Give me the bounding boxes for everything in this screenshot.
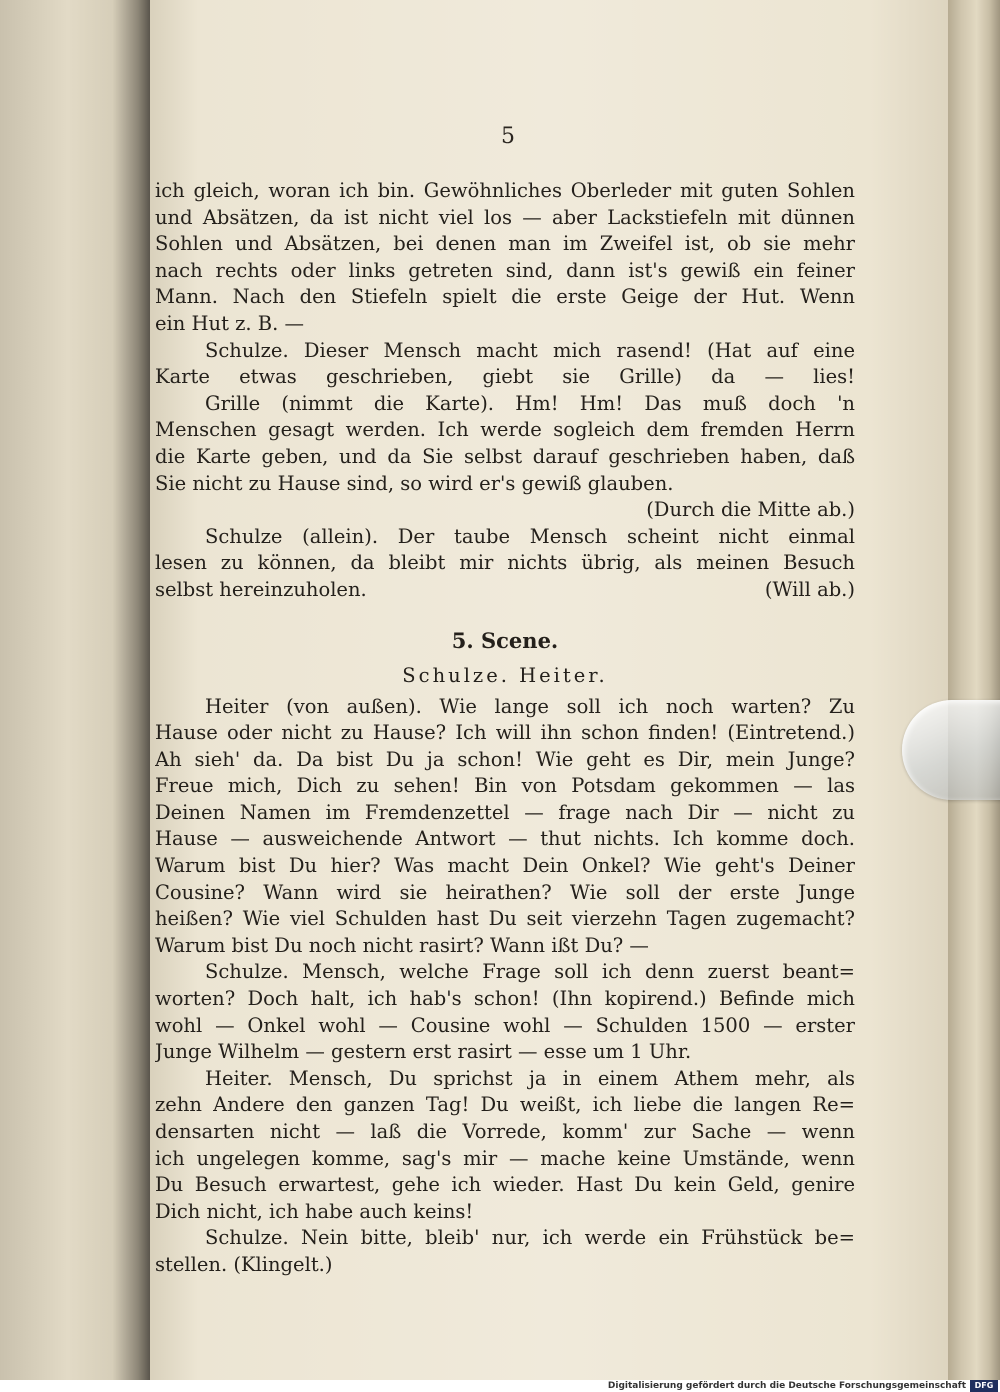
text-line: Junge Wilhelm — gestern erst rasirt — esse um 1 Uhr. <box>155 1040 692 1064</box>
text-line: ein Hut z. B. — <box>155 311 305 335</box>
text-line: wohl — Onkel wohl — Cousine wohl — Schulden 1500 — erster <box>155 1013 855 1037</box>
scene-cast: Schulze. Heiter. <box>402 663 608 687</box>
stage-direction: (Will ab.) <box>764 577 855 601</box>
footer-bar <box>0 1380 1000 1392</box>
text-line: Heiter. Mensch, Du sprichst ja in einem Athem mehr, als <box>205 1066 855 1090</box>
text-line: ich ungelegen komme, sag's mir — mache keine Umstände, wenn <box>155 1146 855 1170</box>
book-fore-edge <box>948 0 1000 1380</box>
text-line: die Karte geben, und da Sie selbst darauf geschrieben haben, daß <box>155 444 855 468</box>
text-line <box>155 577 855 604</box>
text-line: Grille (nimmt die Karte). Hm! Hm! Das muß doch 'n <box>205 391 855 415</box>
digitization-credit: Digitalisierung gefördert durch die Deutsche Forschungsgemeinschaft <box>607 1381 966 1391</box>
text-line: Karte etwas geschrieben, giebt sie Grille) da — lies! <box>155 365 855 389</box>
dfg-logo: DFG <box>970 1380 998 1392</box>
text-line: worten? Doch halt, ich hab's schon! (Ihn kopirend.) Befinde mich <box>155 987 855 1011</box>
text-line: Schulze. Mensch, welche Frage soll ich denn zuerst beant= <box>205 960 855 984</box>
text-line: Hause oder nicht zu Hause? Ich will ihn schon finden! (Eintretend.) <box>155 721 855 745</box>
body-text <box>155 178 855 1279</box>
text-line: Cousine? Wann wird sie heirathen? Wie soll der erste Junge <box>155 880 855 904</box>
text-line: ich gleich, woran ich bin. Gewöhnliches Oberleder mit guten Sohlen <box>155 179 855 202</box>
text-line: Schulze. Nein bitte, bleib' nur, ich werde ein Frühstück be= <box>205 1226 855 1250</box>
glass-clip <box>902 700 1000 800</box>
text-line: Deinen Namen im Fremdenzettel — frage nach Dir — nicht zu <box>155 800 855 824</box>
text-line: densarten nicht — laß die Vorrede, komm' zur Sache — wenn <box>155 1120 855 1143</box>
text-line: Mann. Nach den Stiefeln spielt die erste Geige der Hut. Wenn <box>155 285 855 309</box>
stage-direction: (Durch die Mitte ab.) <box>646 498 855 522</box>
text-line: Ah sieh' da. Da bist Du ja schon! Wie geht es Dir, mein Junge? <box>155 747 855 771</box>
text-line: Freue mich, Dich zu sehen! Bin von Potsdam gekommen — las <box>155 774 855 798</box>
text-line: und Absätzen, da ist nicht viel los — aber Lackstiefeln mit dünnen <box>155 205 855 229</box>
text-line: Warum bist Du hier? Was macht Dein Onkel? Wie geht's Deiner <box>155 854 855 878</box>
text-line: Dich nicht, ich habe auch keins! <box>155 1199 474 1223</box>
text-line: Schulze (allein). Der taube Mensch scheint nicht einmal <box>205 524 855 548</box>
text-line: nach rechts oder links getreten sind, dann ist's gewiß ein feiner <box>155 258 855 282</box>
text-line-start: selbst hereinzuholen. <box>155 577 367 601</box>
text-line: heißen? Wie viel Schulden hast Du seit vierzehn Tagen zugemacht? <box>155 907 855 931</box>
text-line: Sie nicht zu Hause sind, so wird er's gewiß glauben. <box>155 471 674 495</box>
text-line: Heiter (von außen). Wie lange soll ich noch warten? Zu <box>205 694 855 718</box>
text-line: zehn Andere den ganzen Tag! Du weißt, ich liebe die langen Re= <box>155 1093 855 1117</box>
text-line: Warum bist Du noch nicht rasirt? Wann ißt Du? — <box>155 933 649 957</box>
text-line: Schulze. Dieser Mensch macht mich rasend! (Hat auf eine <box>205 338 855 362</box>
text-line: Menschen gesagt werden. Ich werde sogleich dem fremden Herrn <box>155 418 855 442</box>
text-line: Sohlen und Absätzen, bei denen man im Zweifel ist, ob sie mehr <box>155 232 855 256</box>
scene-title: 5. Scene. <box>451 627 559 653</box>
text-line: Du Besuch erwartest, gehe ich wieder. Hast Du kein Geld, genire <box>155 1173 855 1197</box>
page-number: 5 <box>501 124 515 149</box>
text-line: stellen. (Klingelt.) <box>155 1252 333 1276</box>
text-line: Hause — ausweichende Antwort — thut nichts. Ich komme doch. <box>155 827 855 851</box>
book-gutter <box>0 0 150 1380</box>
text-line: lesen zu können, da bleibt mir nichts übrig, als meinen Besuch <box>155 551 855 575</box>
